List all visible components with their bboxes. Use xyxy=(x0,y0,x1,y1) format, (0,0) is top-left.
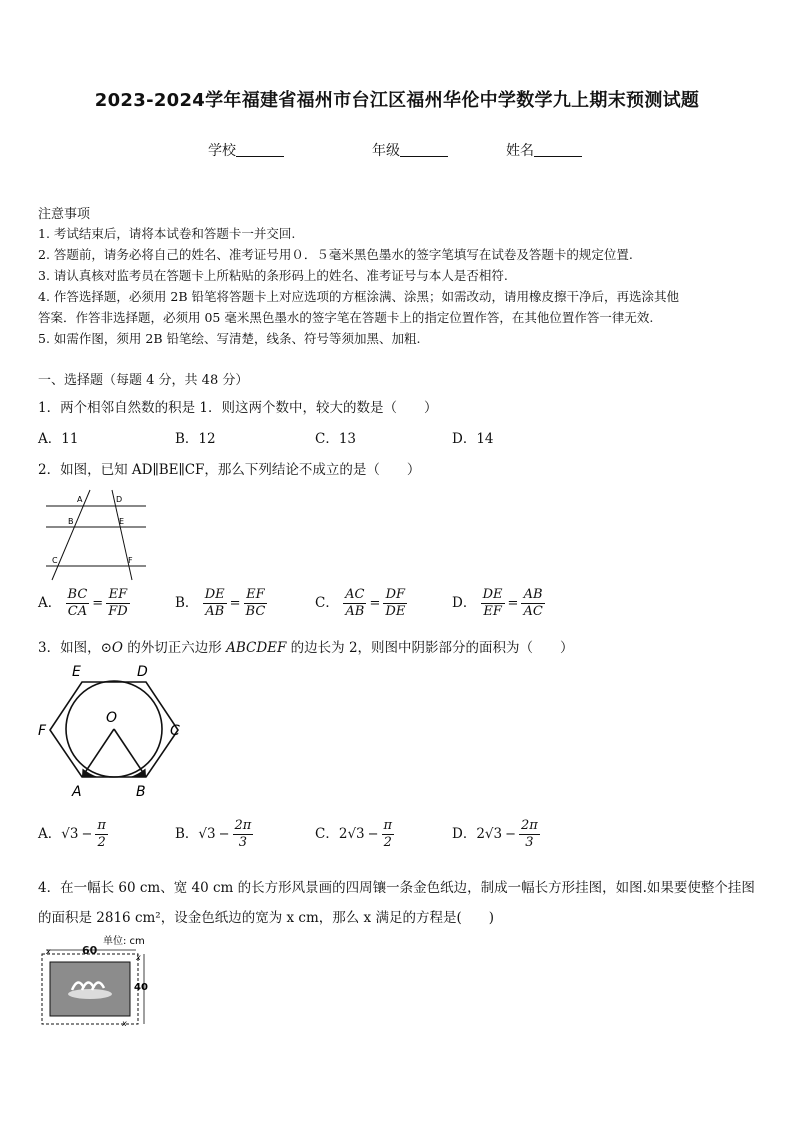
coefficient: 2 xyxy=(476,826,485,842)
numerator: π xyxy=(97,818,106,833)
denominator: AB xyxy=(205,604,225,619)
q2-parallel-lines-figure xyxy=(40,488,150,582)
option-letter: B． xyxy=(175,826,199,842)
fraction xyxy=(233,818,254,851)
grade-label: 年级 xyxy=(372,143,400,159)
fraction xyxy=(244,587,268,620)
x-label-right: x xyxy=(136,953,141,962)
grade-blank xyxy=(400,142,448,157)
vertex-label-a: A xyxy=(72,784,82,800)
x-label-top: x xyxy=(46,947,51,956)
q3-option-c xyxy=(315,818,394,851)
minus-sign: − xyxy=(218,827,230,842)
option-letter: D． xyxy=(452,826,477,842)
q1-option-b: B．12 xyxy=(175,431,216,447)
numerator: AC xyxy=(345,587,365,602)
fraction xyxy=(383,587,407,620)
option-letter: C． xyxy=(315,595,339,611)
radical: √3 xyxy=(198,826,216,842)
numerator: AB xyxy=(521,587,544,604)
denominator: DE xyxy=(385,604,406,619)
unit-label: 单位: cm xyxy=(103,936,145,947)
fraction xyxy=(106,587,129,620)
width-label: 60 xyxy=(82,944,98,957)
note-item: 3. 请认真核对监考员在答题卡上所粘贴的条形码上的姓名、准考证号与本人是否相符. xyxy=(38,268,508,283)
denominator: 3 xyxy=(525,835,534,850)
height-label: 40 xyxy=(134,982,148,993)
label-a: A xyxy=(77,495,83,504)
option-letter: A． xyxy=(38,595,62,611)
school-label: 学校 xyxy=(208,143,236,159)
vertex-label-c: C xyxy=(170,723,180,739)
boat-base xyxy=(68,989,112,999)
q3-hexagon-figure xyxy=(36,660,186,804)
q3-option-d xyxy=(452,818,540,851)
label-f: F xyxy=(128,556,133,565)
denominator: BC xyxy=(245,604,266,619)
q3-stem xyxy=(38,636,574,656)
label-b: B xyxy=(68,517,74,526)
option-letter: A． xyxy=(38,826,62,842)
q2-option-c xyxy=(315,587,407,620)
page-title: 2023-2024学年福建省福州市台江区福州华伦中学数学九上期末预测试题 xyxy=(94,90,700,111)
q2-option-a xyxy=(38,587,130,620)
fraction xyxy=(203,587,227,620)
notes-title: 注意事项 xyxy=(38,207,91,222)
radical: √3 xyxy=(484,826,503,842)
q4-picture-frame-figure xyxy=(36,932,154,1028)
q2-stem: 2．如图，已知 AD∥BE∥CF，那么下列结论不成立的是（ ） xyxy=(38,462,421,478)
denominator: AC xyxy=(523,604,543,619)
q3-option-b xyxy=(175,818,253,851)
grade-field xyxy=(372,140,448,160)
numerator: EF xyxy=(106,587,129,604)
fraction xyxy=(66,587,90,620)
name-field xyxy=(506,140,582,160)
numerator: 2π xyxy=(234,818,252,833)
option-letter: B． xyxy=(175,595,199,611)
q1-option-a: A．11 xyxy=(38,431,79,447)
vertex-label-b: B xyxy=(136,784,146,800)
note-item: 5. 如需作图，须用 2B 铅笔绘、写清楚，线条、符号等须加黑、加粗. xyxy=(38,331,421,346)
q3-circle-symbol: ⊙O xyxy=(100,640,123,656)
fraction xyxy=(519,818,540,851)
segment-ob xyxy=(114,729,146,777)
numerator: 2π xyxy=(521,818,538,833)
denominator: 3 xyxy=(238,835,248,850)
equals-sign: = xyxy=(229,596,241,611)
q3-option-a xyxy=(38,818,108,851)
equals-sign: = xyxy=(92,596,104,611)
denominator: AB xyxy=(345,604,365,619)
fraction xyxy=(95,818,108,851)
equals-sign: = xyxy=(507,596,519,611)
fraction xyxy=(481,587,505,620)
fraction xyxy=(382,818,395,851)
denominator: EF xyxy=(483,604,502,619)
numerator: π xyxy=(383,818,393,833)
note-item: 2. 答题前，请务必将自己的姓名、准考证号用０．５毫米黑色墨水的签字笔填写在试卷及答题卡的规定位置. xyxy=(38,247,633,262)
denominator: FD xyxy=(108,604,128,619)
vertex-label-d: D xyxy=(137,664,148,680)
x-label-bottom: x xyxy=(122,1019,127,1028)
q3-stem-part: 3．如图， xyxy=(38,640,101,656)
vertex-label-f: F xyxy=(38,723,47,739)
q1-option-d: D．14 xyxy=(452,431,494,447)
school-field xyxy=(208,140,284,160)
note-item: 答案．作答非选择题，必须用 05 毫米黑色墨水的签字笔在答题卡上的指定位置作答，在其他位置作答一律无效. xyxy=(38,310,654,325)
note-item: 4. 作答选择题，必须用 2B 铅笔将答题卡上对应选项的方框涂满、涂黑；如需改动，请用橡皮擦干净后，再选涂其他 xyxy=(38,289,679,304)
fraction xyxy=(343,587,366,620)
minus-sign: − xyxy=(367,827,379,842)
minus-sign: − xyxy=(81,827,93,842)
name-blank xyxy=(534,142,582,157)
q2-option-b xyxy=(175,587,267,620)
numerator: BC xyxy=(67,587,88,602)
equals-sign: = xyxy=(369,596,381,611)
label-e: E xyxy=(119,517,125,526)
section-heading: 一、选择题（每题 4 分，共 48 分） xyxy=(38,373,249,388)
numerator: DE xyxy=(204,587,225,602)
q3-stem-part: 的边长为 2，则图中阴影部分的面积为（ ） xyxy=(286,640,574,656)
q1-stem: 1．两个相邻自然数的积是 1．则这两个数中，较大的数是（ ） xyxy=(38,400,438,416)
denominator: 2 xyxy=(97,835,106,850)
q2-option-d xyxy=(452,587,545,620)
note-item: 1. 考试结束后，请将本试卷和答题卡一并交回. xyxy=(38,226,296,241)
center-label-o: O xyxy=(106,710,118,726)
q4-stem-line2: 的面积是 2816 cm²，设金色纸边的宽为 x cm，那么 x 满足的方程是( ) xyxy=(38,910,494,926)
q1-option-c: C．13 xyxy=(315,431,357,447)
coefficient: 2 xyxy=(338,826,348,842)
option-letter: D． xyxy=(452,595,477,611)
numerator: DE xyxy=(482,587,503,602)
radical: √3 xyxy=(347,826,365,842)
option-letter: C． xyxy=(315,826,339,842)
denominator: CA xyxy=(67,604,88,619)
q4-stem-line1: 4．在一幅长 60 cm、宽 40 cm 的长方形风景画的四周镶一条金色纸边，制成一幅长方形挂图，如图.如果要使整个挂图 xyxy=(38,880,755,896)
label-c: C xyxy=(52,556,58,565)
label-d: D xyxy=(116,495,123,504)
segment-oa xyxy=(82,729,114,777)
fraction xyxy=(521,587,544,620)
school-blank xyxy=(236,142,284,157)
name-label: 姓名 xyxy=(506,143,534,159)
q3-stem-part: 的外切正六边形 xyxy=(122,640,227,656)
minus-sign: − xyxy=(505,827,517,842)
numerator: DF xyxy=(383,587,407,604)
vertex-label-e: E xyxy=(72,664,81,680)
numerator: EF xyxy=(244,587,268,604)
radical: √3 xyxy=(61,826,79,842)
denominator: 2 xyxy=(383,835,392,850)
q3-hexagon-name: ABCDEF xyxy=(226,640,287,656)
